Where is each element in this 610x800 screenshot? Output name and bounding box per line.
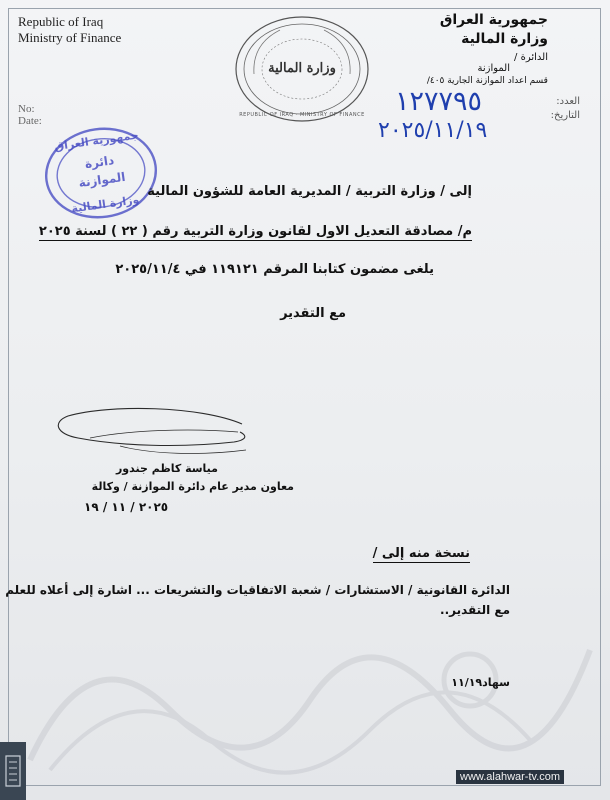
- signatory-title: معاون مدير عام دائرة الموازنة / وكالة: [91, 480, 294, 493]
- department-stamp-icon: [36, 116, 166, 229]
- copy-line2: مع التقدير..: [440, 603, 510, 617]
- dept-value: الموازنة: [477, 63, 510, 74]
- header-en-line1: Republic of Iraq: [18, 14, 104, 29]
- letter-subject: [39, 224, 472, 239]
- section-label: قسم اعداد الموازنة الجارية ٤٠٥/: [426, 76, 548, 86]
- background-pattern-icon: [10, 590, 600, 780]
- signature-icon: [50, 402, 250, 460]
- copy-heading: [373, 546, 470, 561]
- copy-heading-text: نسخة منه إلى /: [372, 546, 470, 561]
- ministry-seal-icon: [232, 14, 372, 124]
- signature-date: ٢٠٢٥ / ١١ / ١٩: [84, 500, 169, 514]
- dept-label: الدائرة /: [514, 52, 548, 63]
- header-ar-line2: وزارة المالية: [461, 31, 548, 47]
- stamp-line2: دائرة: [83, 153, 115, 172]
- header-en-line2: Ministry of Finance: [18, 30, 122, 45]
- number-label: العدد:: [556, 96, 580, 107]
- signatory-name: مياسة كاظم جندور: [115, 462, 218, 475]
- letter-recipient: إلى / وزارة التربية / المديرية العامة للشؤون المالية: [147, 184, 472, 199]
- seal-ring-text: REPUBLIC OF IRAQ · MINISTRY OF FINANCE: [239, 112, 365, 118]
- source-watermark: www.alahwar-tv.com: [456, 770, 564, 784]
- stamp-line3: الموازنة: [77, 169, 127, 191]
- no-label: No:: [18, 103, 35, 115]
- stamp-line1: جمهورية العراق: [53, 128, 140, 154]
- letter-subject-text: م/ مصادقة التعديل الاول لقانون وزارة التربية رقم ( ٢٢ ) لسنة ٢٠٢٥: [38, 224, 472, 239]
- handwritten-date: ٢٠٢٥/١١/١٩: [378, 118, 488, 143]
- handwritten-number: ١٢٧٧٩٥: [395, 86, 483, 117]
- letter-regards: مع التقدير: [280, 306, 346, 321]
- letter-text: يلغى مضمون كتابنا المرقم ١١٩١٢١ في ٢٠٢٥/١١/٤: [115, 262, 434, 277]
- header-ar-line1: جمهورية العراق: [439, 12, 548, 28]
- footer-note: سهاد١١/١٩: [451, 676, 510, 689]
- date-label-en: Date:: [18, 115, 42, 127]
- stamp-line4: وزارة المالية: [70, 193, 141, 216]
- copy-line1: الدائرة القانونية / الاستشارات / شعبة الاتفاقيات والتشريعات ... اشارة إلى أعلاه للعلم: [5, 583, 510, 597]
- date-label-ar: التاريخ:: [550, 110, 580, 121]
- corner-emblem-icon: [0, 742, 26, 800]
- seal-center-text: وزارة المالية: [268, 61, 336, 76]
